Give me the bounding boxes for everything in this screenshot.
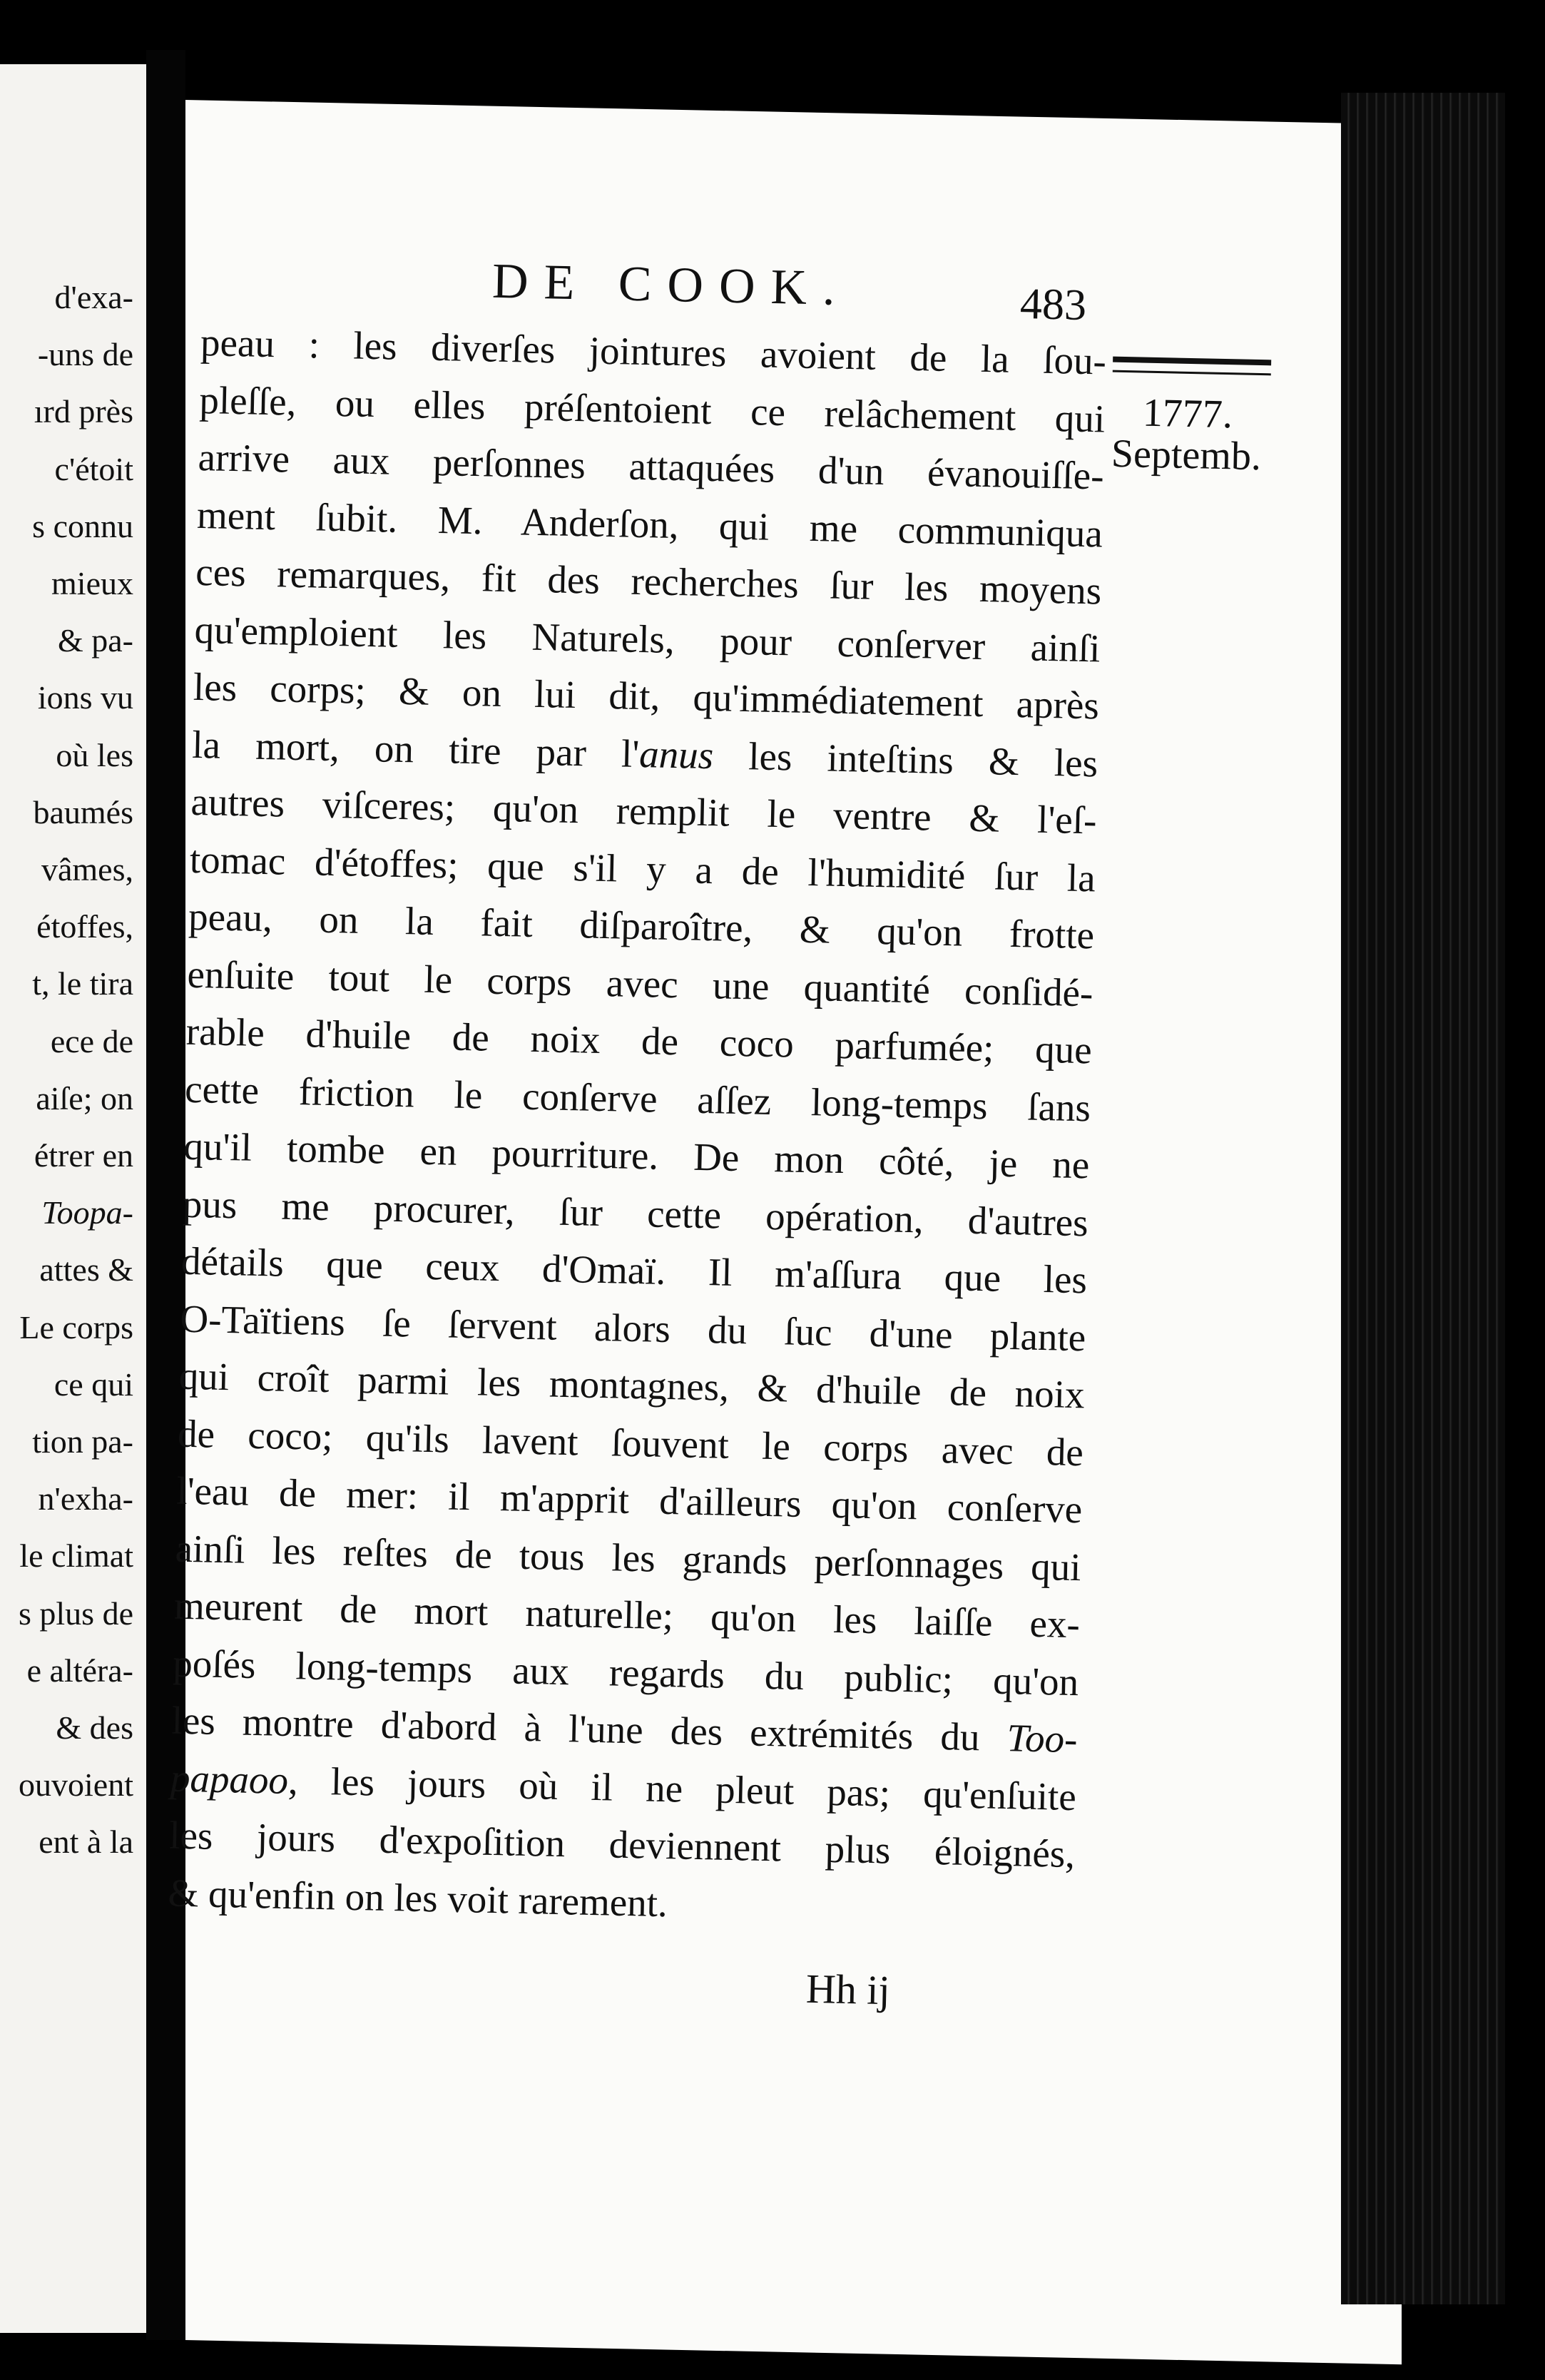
left-page-line: vâmes, xyxy=(41,851,133,888)
body-line: cette friction le conſerve aſſez long-temps ſans xyxy=(184,1067,1091,1129)
body-line: qu'il tombe en pourriture. De mon côté, je ne xyxy=(183,1124,1090,1187)
left-page-line: Toopa- xyxy=(41,1194,133,1231)
body-line: la mort, on tire par l'anus les inteſtins & les xyxy=(191,722,1098,785)
left-page-line: Le corps xyxy=(19,1308,133,1346)
left-page-line: s plus de xyxy=(19,1595,133,1632)
page-number: 483 xyxy=(1019,280,1087,330)
body-line: enſuite tout le corps avec une quantité conſidé- xyxy=(186,952,1093,1014)
body-line: meurent de mort naturelle; qu'on les laiſſe ex- xyxy=(173,1583,1081,1647)
left-page-line: ent à la xyxy=(39,1824,133,1861)
margin-year: 1777. xyxy=(1142,390,1233,437)
left-page-line: aiſe; on xyxy=(36,1079,133,1117)
body-line: arrive aux perſonnes attaquées d'un évanouiſſe- xyxy=(198,434,1105,498)
left-page-line: & des xyxy=(56,1709,133,1746)
body-line: poſés long-temps aux regards du public; qu'on xyxy=(172,1641,1079,1704)
signature-mark: Hh ij xyxy=(805,1965,891,2014)
left-page-line: & pa- xyxy=(57,622,133,659)
body-line: les montre d'abord à l'une des extrémités du Too- xyxy=(171,1698,1079,1761)
body-line: de coco; qu'ils lavent ſouvent le corps avec de xyxy=(177,1411,1084,1474)
left-page-line: ırd près xyxy=(34,393,133,430)
body-line: peau : les diverſes jointures avoient de la ſou- xyxy=(200,320,1107,383)
body-line: rable d'huile de noix de coco parfumée; que xyxy=(185,1009,1093,1072)
body-line: autres viſceres; qu'on remplit le ventre & l'eſ- xyxy=(190,779,1098,843)
left-page-line: e altéra- xyxy=(26,1652,133,1689)
running-title: DE COOK. xyxy=(491,253,852,317)
body-line: papaoo, les jours où il ne pleut pas; qu'enſuite xyxy=(170,1756,1077,1819)
left-page-line: ece de xyxy=(50,1022,133,1059)
left-page-line: ce qui xyxy=(53,1366,133,1403)
left-page-line: -uns de xyxy=(37,336,133,373)
body-line: peau, on la fait diſparoître, & qu'on frotte xyxy=(188,894,1095,957)
left-page-line: s connu xyxy=(32,507,133,544)
left-page-line: ions vu xyxy=(37,679,133,716)
left-page-line: n'exha- xyxy=(38,1480,133,1517)
body-line: ces remarques, fit des recherches ſur les moyens xyxy=(195,549,1102,613)
left-page-line: étoffes, xyxy=(36,908,133,945)
body-line: les corps; & on lui dit, qu'immédiatement après xyxy=(193,664,1100,728)
body-line: ainſi les reſtes de tous les grands perſonnages qui xyxy=(175,1526,1082,1589)
body-line: tomac d'étoffes; que s'il y a de l'humidité ſur la xyxy=(189,837,1096,900)
left-page-line: ouvoient xyxy=(19,1766,133,1804)
body-line: l'eau de mer: il m'apprit d'ailleurs qu'on conſerve xyxy=(175,1468,1083,1532)
left-page-line: étrer en xyxy=(34,1137,133,1174)
body-line: qui croît parmi les montagnes, & d'huile de noix xyxy=(178,1353,1086,1417)
body-line: ment ſubit. M. Anderſon, qui me communiqua xyxy=(196,492,1103,556)
left-page-line: mieux xyxy=(51,565,133,601)
left-page-line: le climat xyxy=(19,1537,133,1575)
body-line: les jours d'expoſition deviennent plus éloignés, xyxy=(168,1813,1076,1876)
body-line: qu'emploient les Naturels, pour conſerver ainſi xyxy=(194,607,1101,670)
left-page-line: c'étoit xyxy=(54,450,133,487)
left-page-line: attes & xyxy=(39,1251,133,1288)
left-page-line: baumés xyxy=(33,793,133,830)
left-page-line: d'exa- xyxy=(54,279,133,315)
body-line: pus me procurer, ſur cette opération, d'autres xyxy=(182,1181,1089,1244)
body-line: détails que ceux d'Omaï. Il m'aſſura que les xyxy=(180,1239,1088,1302)
body-line: pleſſe, ou elles préſentoient ce relâchement qui xyxy=(198,377,1106,441)
margin-month: Septemb. xyxy=(1111,431,1262,479)
book-gutter xyxy=(146,50,185,2340)
body-line: O-Taïtiens ſe ſervent alors du ſuc d'une plante xyxy=(179,1296,1086,1359)
left-page-line: où les xyxy=(56,736,133,773)
left-page-line: t, le tira xyxy=(32,965,133,1002)
left-facing-page xyxy=(0,64,146,2333)
page-edges xyxy=(1341,93,1505,2304)
margin-rule xyxy=(1113,357,1271,376)
body-text xyxy=(168,314,1107,1941)
body-line: & qu'enfin on les voit rarement. xyxy=(168,1871,668,1925)
left-page-line: tion pa- xyxy=(32,1423,133,1460)
